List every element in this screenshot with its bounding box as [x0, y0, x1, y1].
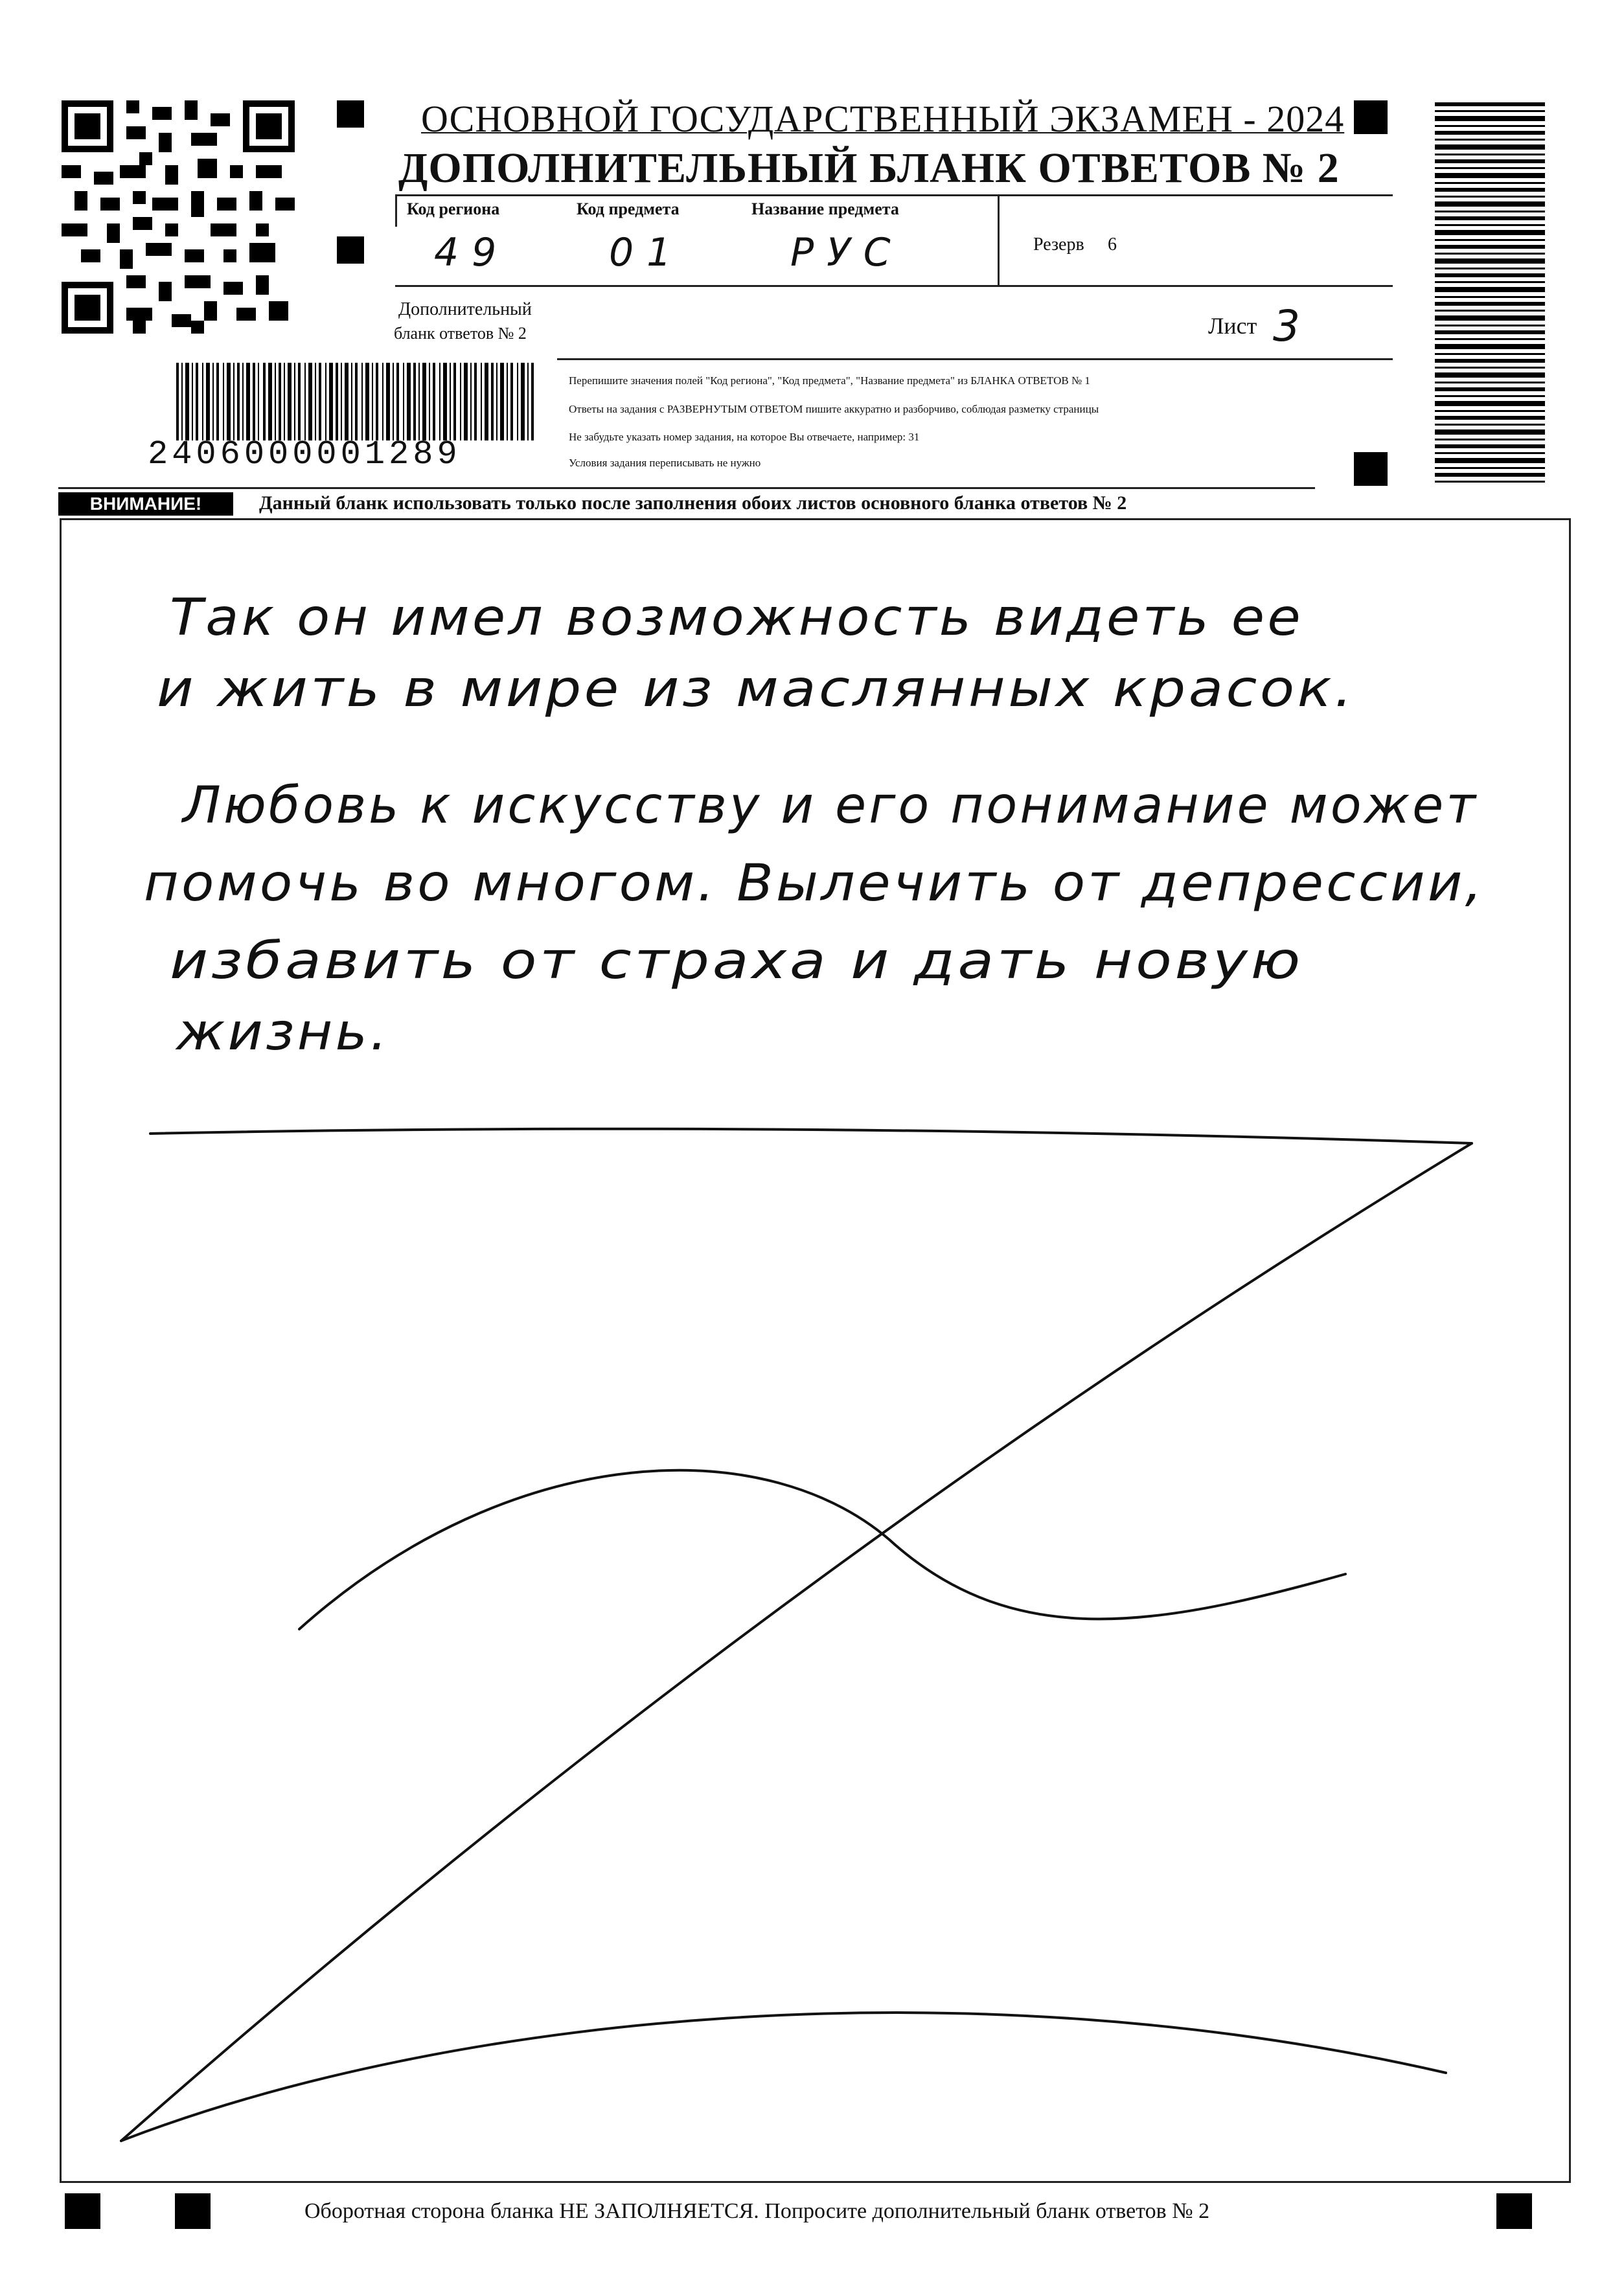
registration-mark-bottom-left-1 [65, 2193, 100, 2229]
side-barcode [1435, 102, 1545, 488]
cross-out-curve-lower [121, 2013, 1446, 2141]
attention-badge: ВНИМАНИЕ! [58, 492, 233, 516]
answer-line-4: помочь во многом. Вылечить от депрессии, [144, 854, 1485, 913]
extra-form-label-line1: Дополнительный [398, 299, 532, 319]
sheet-label: Лист [1208, 313, 1257, 339]
registration-mark-top-left [337, 100, 364, 128]
subject-code-value[interactable]: 01 [609, 230, 685, 275]
header-rule-middle [395, 285, 1393, 287]
attention-rule [58, 487, 1315, 489]
reserve-value: 6 [1108, 234, 1117, 255]
registration-mark-bottom-left-2 [175, 2193, 211, 2229]
extra-form-label-line2: бланк ответов № 2 [394, 324, 527, 343]
exam-title: ОСНОВНОЙ ГОСУДАРСТВЕННЫЙ ЭКЗАМЕН - 2024 [421, 98, 1345, 140]
subject-name-value[interactable]: РУС [790, 230, 904, 275]
instruction-3: Не забудьте указать номер задания, на которое Вы отвечаете, например: 31 [569, 431, 920, 443]
header-rule-bottom [557, 358, 1393, 360]
region-code-label: Код региона [407, 200, 500, 218]
qr-code [62, 100, 295, 334]
sheet-number-value[interactable]: 3 [1273, 301, 1313, 351]
reserve-label: Резерв [1033, 234, 1084, 255]
registration-mark-bottom-right [1496, 2193, 1532, 2229]
answer-line-2: и жить в мире из маслянных красок. [157, 660, 1355, 718]
footer-note: Оборотная сторона бланка НЕ ЗАПОЛНЯЕТСЯ. Попросите дополнительный бланк ответов № 2 [304, 2199, 1210, 2223]
instruction-2: Ответы на задания с РАЗВЕРНУТЫМ ОТВЕТОМ пишите аккуратно и разборчиво, соблюдая разметку страницы [569, 403, 1099, 415]
subject-name-label: Название предмета [751, 200, 899, 218]
header-divider [998, 194, 1000, 285]
header-rule-top [395, 194, 1393, 196]
registration-mark-top-right [1354, 100, 1388, 134]
registration-mark-mid-left [337, 236, 364, 264]
attention-text: Данный бланк использовать только после заполнения обоих листов основного бланка ответов № 2 [259, 492, 1127, 514]
region-code-value[interactable]: 49 [434, 230, 510, 275]
answer-line-1: Так он имел возможность видеть ее [170, 589, 1303, 647]
header-left-edge [395, 194, 397, 227]
cross-out-top-line [150, 1129, 1472, 1143]
barcode-number: 2406000001289 [148, 435, 461, 474]
instruction-1: Перепишите значения полей "Код региона", "Код предмета", "Название предмета" из БЛАНКА ОТВЕТОВ № 1 [569, 374, 1090, 387]
cross-out-diagonal [121, 1143, 1472, 2141]
form-barcode [176, 363, 536, 440]
answer-line-5: избавить от страха и дать новую [170, 932, 1304, 990]
form-title: ДОПОЛНИТЕЛЬНЫЙ БЛАНК ОТВЕТОВ № 2 [398, 144, 1340, 192]
subject-code-label: Код предмета [577, 200, 680, 218]
answer-handwriting [60, 518, 1571, 2183]
answer-line-6: жизнь. [174, 1003, 390, 1062]
registration-mark-right [1354, 452, 1388, 486]
cross-out-curve-upper [299, 1470, 1345, 1629]
answer-line-3: Любовь к искусству и его понимание может [180, 777, 1478, 835]
instruction-4: Условия задания переписывать не нужно [569, 457, 761, 469]
